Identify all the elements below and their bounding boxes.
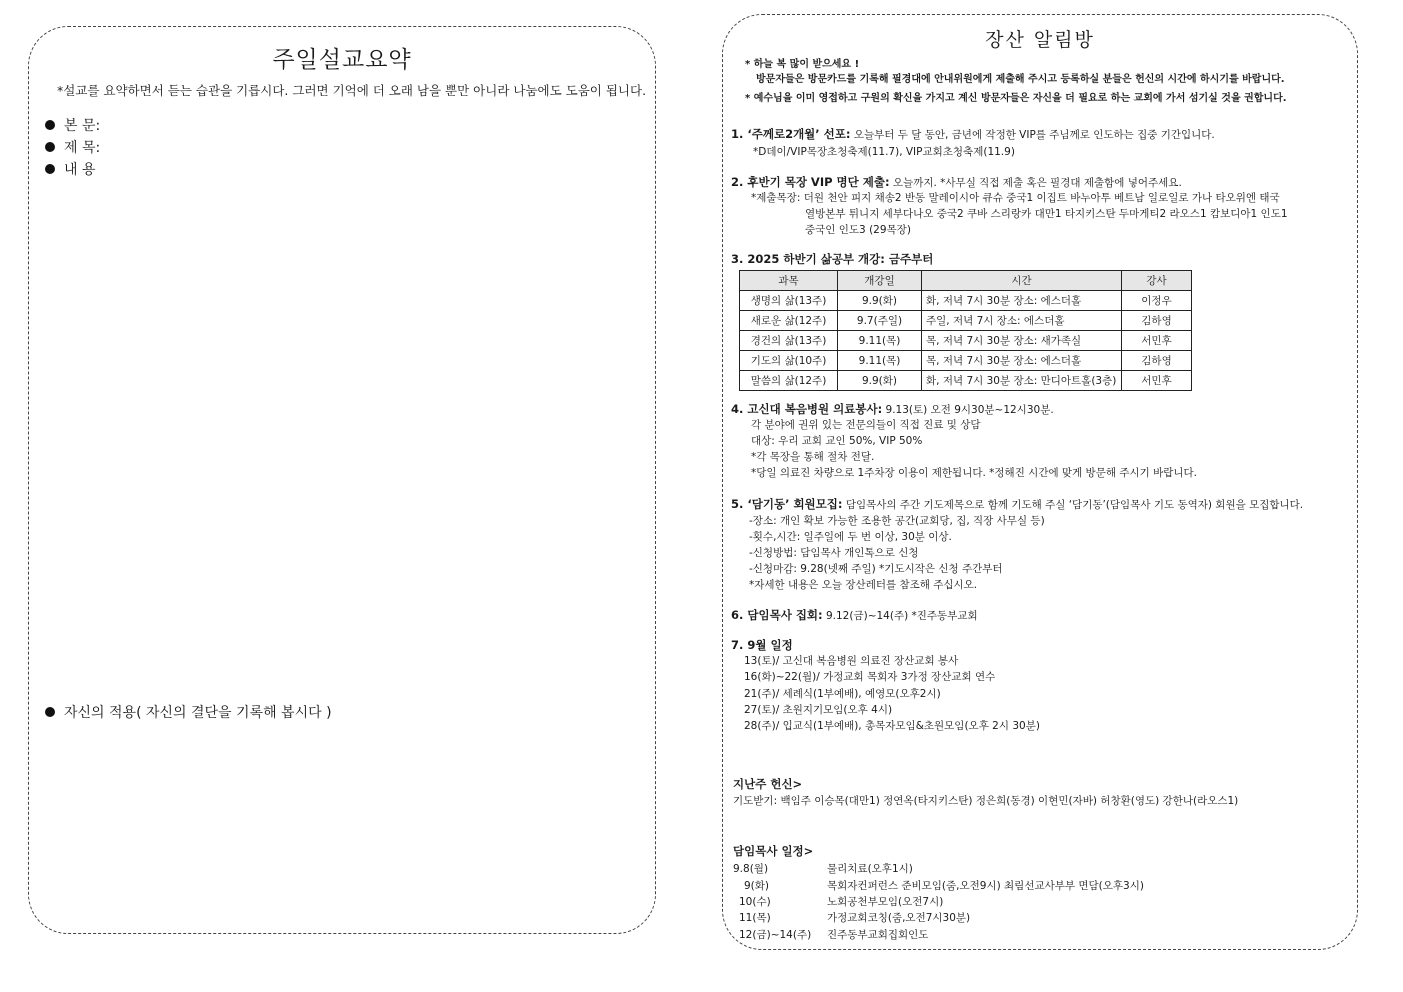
notice-2-sub-3: 중국인 인도3 (29목장): [805, 224, 911, 236]
date-cell: 9.9(화): [838, 291, 922, 311]
subject-cell: 기도의 삶(10주): [740, 351, 838, 371]
notice-3-heading: 3. 2025 하반기 삶공부 개강: 금주부터: [731, 252, 934, 266]
offering-heading: 지난주 헌신>: [733, 777, 803, 791]
date-cell: 9.11(목): [838, 351, 922, 371]
table-row: [740, 351, 1192, 371]
notice-2: [731, 174, 1182, 191]
notice-4-line: 각 분야에 권위 있는 전문의들이 직접 진료 및 상담: [751, 419, 981, 431]
notice-5-line: *자세한 내용은 오늘 장산레터를 참조해 주십시오.: [749, 579, 978, 591]
notice-2-text: 오늘까지. *사무실 직접 제출 혹은 필경대 제출함에 넣어주세요.: [889, 177, 1182, 189]
pastor-event: 가정교회코칭(줌,오전7시30분): [827, 912, 971, 924]
notice-4: [731, 401, 1054, 418]
notice-1-text: 오늘부터 두 달 동안, 금년에 작정한 VIP를 주님께로 인도하는 집중 기간입니다.: [850, 129, 1215, 141]
notice-5-text: 담임목사의 주간 기도제목으로 함께 기도해 주실 ‘담기동’(담임목사 기도 동역자) 회원을 모집합니다.: [842, 499, 1304, 511]
welcome-line-2: 방문자들은 방문카드를 기록해 필경대에 안내위원에게 제출해 주시고 등록하실 분들은 헌신의 시간에 하시기를 바랍니다.: [756, 74, 1285, 85]
notice-6-text: 9.12(금)~14(주) *진주동부교회: [822, 610, 978, 622]
bullet-icon: [45, 164, 55, 174]
schedule-line: 13(토)/ 고신대 복음병원 의료진 장산교회 봉사: [744, 655, 959, 667]
teacher-cell: 서민후: [1122, 371, 1192, 391]
schedule-line: 28(주)/ 입교식(1부예배), 총목자모임&초원모임(오후 2시 30분): [744, 720, 1040, 732]
pastor-event: 진주동부교회집회인도: [827, 929, 929, 941]
notice-2-sub-1: *제출목장: 더원 천안 피지 채송2 반동 말레이시아 큐슈 중국1 이집트 바누아투 베트남 일로일로 가나 타오위엔 태국: [751, 192, 1280, 204]
pastor-event: 노회공천부모임(오전7시): [827, 896, 944, 908]
subject-cell: 경건의 삶(13주): [740, 331, 838, 351]
notice-5-line: -횟수,시간: 일주일에 두 번 이상, 30분 이상.: [749, 531, 952, 543]
scripture-field: [45, 115, 100, 135]
col-subject: 과목: [740, 271, 838, 291]
content-label: 내 용: [64, 162, 96, 178]
notice-1: [731, 126, 1215, 143]
notice-5-heading: 5. ‘담기동’ 회원모집:: [731, 497, 843, 511]
offering-text: 기도받기: 백임주 이승목(대만1) 정연옥(타지키스탄) 정은희(동경) 이현민(자바) 허창환(영도) 강한나(라오스1): [733, 795, 1239, 807]
teacher-cell: 서민후: [1122, 331, 1192, 351]
notice-4-text: 9.13(토) 오전 9시30분~12시30분.: [882, 404, 1054, 416]
notice-2-heading: 2. 후반기 목장 VIP 명단 제출:: [731, 175, 890, 189]
date-cell: 9.11(목): [838, 331, 922, 351]
col-teacher: 강사: [1122, 271, 1192, 291]
bullet-icon: [45, 142, 55, 152]
schedule-line: 16(화)~22(월)/ 가정교회 목회자 3가정 장산교회 연수: [744, 671, 996, 683]
notice-1-heading: 1. ‘주께로2개월’ 선포:: [731, 127, 851, 141]
pastor-date: 10(수): [739, 896, 771, 908]
bullet-icon: [45, 707, 55, 717]
table-row: [740, 291, 1192, 311]
pastor-date: 9.8(월): [733, 863, 769, 875]
time-cell: 목, 저녁 7시 30분 장소: 에스더홀: [922, 351, 1122, 371]
subject-cell: 생명의 삶(13주): [740, 291, 838, 311]
time-cell: 화, 저녁 7시 30분 장소: 에스더홀: [922, 291, 1122, 311]
table-row: [740, 331, 1192, 351]
notice-7-heading: 7. 9월 일정: [731, 638, 793, 652]
teacher-cell: 김하영: [1122, 351, 1192, 371]
notice-2-sub-2: 열방본부 튀니지 세부다나오 중국2 쿠바 스리랑카 대만1 타지키스탄 두마게티2 라오스1 캄보디아1 인도1: [805, 208, 1288, 220]
sermon-summary-note: *설교를 요약하면서 듣는 습관을 기릅시다. 그러면 기억에 더 오래 남을 뿐만 아니라 나눔에도 도움이 됩니다.: [57, 83, 647, 98]
notice-1-sub: *D데이/VIP목장초청축제(11.7), VIP교회초청축제(11.9): [753, 146, 1015, 158]
notice-5-line: -신청마감: 9.28(넷째 주일) *기도시작은 신청 주간부터: [749, 563, 1003, 575]
time-cell: 화, 저녁 7시 30분 장소: 만디아트홀(3층): [922, 371, 1122, 391]
application-field: [45, 702, 332, 722]
pastor-event: 물리치료(오후1시): [827, 863, 913, 875]
teacher-cell: 이정우: [1122, 291, 1192, 311]
notice-4-line: *당일 의료진 차량으로 1주차장 이용이 제한됩니다. *정해진 시간에 맞게 방문해 주시기 바랍니다.: [751, 467, 1198, 479]
announcements-title: 장산 알림방: [985, 29, 1095, 51]
table-row: [740, 371, 1192, 391]
notice-5: [731, 496, 1303, 513]
notice-4-heading: 4. 고신대 복음병원 의료봉사:: [731, 402, 883, 416]
col-time: 시간: [922, 271, 1122, 291]
notice-6-heading: 6. 담임목사 집회:: [731, 608, 823, 622]
pastor-date: 11(목): [739, 912, 771, 924]
schedule-line: 21(주)/ 세례식(1부예배), 예영모(오후2시): [744, 688, 941, 700]
notice-5-line: -신청방법: 담임목사 개인톡으로 신청: [749, 547, 919, 559]
scripture-label: 본 문:: [64, 118, 101, 134]
pastor-schedule-heading: 담임목사 일정>: [733, 844, 814, 858]
welcome-line-1: * 하늘 복 많이 받으세요 !: [745, 59, 860, 70]
subject-cell: 말씀의 삶(12주): [740, 371, 838, 391]
content-field: [45, 159, 96, 179]
table-row: [740, 311, 1192, 331]
pastor-event: 목회자컨퍼런스 준비모임(줌,오전9시) 최림선교사부부 면담(오후3시): [827, 880, 1144, 892]
announcements-panel: [722, 14, 1358, 950]
sermon-title-field: [45, 137, 100, 157]
teacher-cell: 김하영: [1122, 311, 1192, 331]
time-cell: 주일, 저녁 7시 장소: 에스더홀: [922, 311, 1122, 331]
notice-4-line: 대상: 우리 교회 교인 50%, VIP 50%: [751, 435, 923, 447]
schedule-line: 27(토)/ 초원지기모임(오후 4시): [744, 704, 893, 716]
sermon-title-label: 제 목:: [64, 140, 101, 156]
subject-cell: 새로운 삶(12주): [740, 311, 838, 331]
notice-5-line: -장소: 개인 확보 가능한 조용한 공간(교회당, 집, 직장 사무실 등): [749, 515, 1045, 527]
welcome-line-3: * 예수님을 이미 영접하고 구원의 확신을 가지고 계신 방문자들은 자신을 더 필요로 하는 교회에 가서 섬기실 것을 권합니다.: [745, 93, 1287, 104]
time-cell: 목, 저녁 7시 30분 장소: 새가족실: [922, 331, 1122, 351]
date-cell: 9.7(주일): [838, 311, 922, 331]
pastor-date: 9(화): [744, 880, 770, 892]
pastor-date: 12(금)~14(주): [739, 929, 812, 941]
notice-4-line: *각 목장을 통해 절차 전달.: [751, 451, 875, 463]
table-header-row: [740, 271, 1192, 291]
life-study-table: [739, 270, 1192, 391]
application-label: 자신의 적용( 자신의 결단을 기록해 봅시다 ): [64, 705, 332, 721]
sermon-summary-panel: [28, 26, 656, 934]
date-cell: 9.9(화): [838, 371, 922, 391]
sermon-summary-title: 주일설교요약: [272, 47, 412, 73]
notice-6: [731, 607, 978, 624]
bullet-icon: [45, 120, 55, 130]
col-start-date: 개강일: [838, 271, 922, 291]
